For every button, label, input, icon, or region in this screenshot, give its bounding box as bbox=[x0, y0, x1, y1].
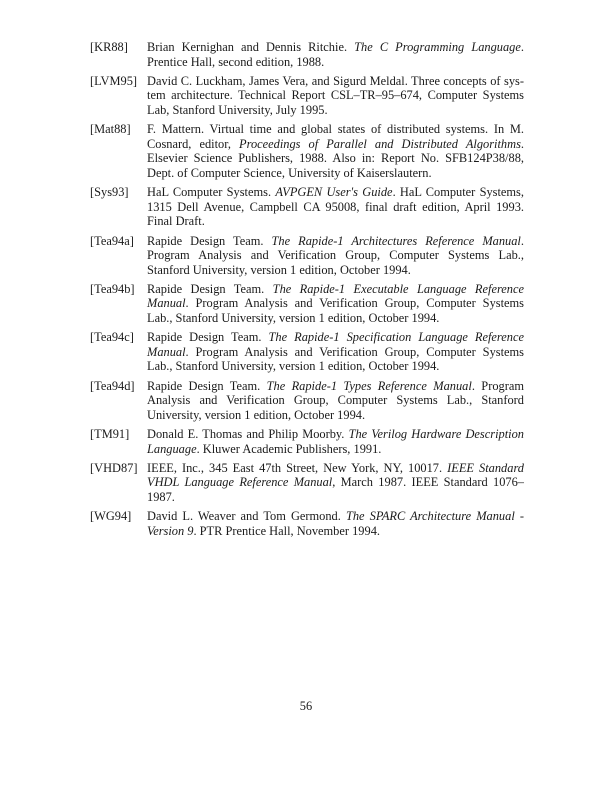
reference-entry bbox=[90, 509, 524, 538]
reference-segment: IEEE, Inc., 345 East 47th Street, New York, NY, 10017. bbox=[147, 460, 448, 475]
reference-label: [KR88] bbox=[90, 40, 128, 54]
reference-label: [Sys93] bbox=[90, 185, 129, 200]
reference-entry bbox=[90, 282, 524, 326]
reference-label: [WG94] bbox=[90, 509, 132, 524]
reference-segment: Rapide Design Team. bbox=[147, 281, 273, 296]
reference-segment: HaL Computer Systems. bbox=[147, 185, 276, 200]
reference-segment: . Elsevier Science Publishers, 1988. Also in: Report No. SFB124P38/88, Dept. of Computer Science, University of Kaiserslautern. bbox=[147, 136, 525, 180]
reference-segment: Rapide Design Team. bbox=[147, 330, 269, 345]
reference-title: The Rapide-1 Architectures Reference Manual bbox=[271, 233, 521, 248]
reference-title: The Rapide-1 Specification Language Reference Manual bbox=[147, 330, 524, 359]
reference-text bbox=[147, 330, 524, 374]
reference-segment: . Prentice Hall, second edition, 1988. bbox=[147, 40, 524, 69]
reference-title: The Rapide-1 Types Reference Manual bbox=[266, 378, 472, 393]
reference-entry bbox=[90, 427, 524, 456]
reference-label: [Tea94b] bbox=[90, 281, 135, 296]
reference-segment: Rapide Design Team. bbox=[147, 378, 267, 393]
reference-title: The SPARC Architecture Manual - Version 9 bbox=[147, 509, 524, 538]
page-number: 56 bbox=[299, 699, 313, 713]
reference-text bbox=[147, 427, 524, 456]
reference-label: [Tea94a] bbox=[90, 233, 134, 248]
reference-label: [LVM95] bbox=[90, 73, 138, 88]
reference-label: [Tea94d] bbox=[90, 378, 135, 393]
reference-segment: David C. Luckham, James Vera, and Sigurd Meldal. Three concepts of system architecture. Technical Report CSL–TR–95–674, Computer Systems Lab, Stanford University, July 1995. bbox=[147, 73, 524, 117]
reference-segment: David L. Weaver and Tom Germond. bbox=[147, 509, 346, 524]
reference-segment: . Kluwer Academic Publishers, 1991. bbox=[196, 441, 382, 456]
reference-entry bbox=[90, 461, 524, 505]
reference-segment: . PTR Prentice Hall, November 1994. bbox=[193, 523, 380, 538]
reference-segment: . Program Analysis and Verification Group, Computer Systems Lab., Stanford University, version 1 edition, October 1994. bbox=[147, 378, 524, 422]
reference-label: [Tea94c] bbox=[90, 330, 134, 345]
reference-text bbox=[147, 379, 524, 423]
reference-title: The Rapide-1 Executable Language Reference Manual bbox=[147, 281, 525, 311]
reference-label: [TM91] bbox=[90, 427, 130, 441]
reference-title: AVPGEN User's Guide bbox=[275, 185, 393, 200]
reference-segment: . Program Analysis and Verification Group, Computer Systems Lab., Stanford University, version 1 edition, October 1994. bbox=[147, 344, 524, 374]
reference-entry bbox=[90, 122, 524, 180]
reference-text bbox=[147, 461, 524, 505]
reference-label: [Mat88] bbox=[90, 122, 131, 137]
reference-title: Proceedings of Parallel and Distributed Algorithms bbox=[239, 136, 521, 151]
reference-segment: . HaL Computer Systems, 1315 Dell Avenue, Campbell CA 95008, final draft edition, April 1993. Final Draft. bbox=[147, 185, 524, 229]
reference-text bbox=[147, 40, 524, 69]
reference-title: IEEE Standard VHDL Language Reference Manual bbox=[147, 460, 524, 490]
reference-text bbox=[147, 234, 524, 278]
reference-entry bbox=[90, 40, 524, 69]
reference-segment: . Program Analysis and Verification Group, Computer Systems Lab., Stanford University, version 1 edition, October 1994. bbox=[147, 233, 524, 277]
reference-entry bbox=[90, 74, 524, 118]
reference-text bbox=[147, 74, 524, 118]
reference-segment: , March 1987. IEEE Standard 1076–1987. bbox=[147, 475, 524, 504]
reference-text bbox=[147, 509, 524, 538]
bibliography-list bbox=[90, 40, 524, 543]
reference-entry bbox=[90, 234, 524, 278]
reference-label: [VHD87] bbox=[90, 460, 138, 475]
reference-segment: Rapide Design Team. bbox=[147, 233, 272, 248]
reference-text bbox=[147, 185, 524, 229]
reference-entry bbox=[90, 379, 524, 423]
reference-text bbox=[147, 122, 524, 180]
reference-segment: . Program Analysis and Verification Group, Computer Systems Lab., Stanford University, version 1 edition, October 1994. bbox=[147, 296, 524, 326]
reference-segment: Donald E. Thomas and Philip Moorby. bbox=[147, 427, 349, 441]
reference-segment: Brian Kernighan and Dennis Ritchie. bbox=[147, 40, 355, 54]
reference-title: The C Programming Language bbox=[354, 40, 521, 54]
reference-entry bbox=[90, 185, 524, 229]
reference-entry bbox=[90, 330, 524, 374]
reference-text bbox=[147, 282, 524, 326]
reference-title: The Verilog Hardware Description Language bbox=[147, 427, 524, 456]
reference-segment: F. Mattern. Virtual time and global states of distributed systems. In M. Cosnard, editor, bbox=[147, 122, 524, 151]
